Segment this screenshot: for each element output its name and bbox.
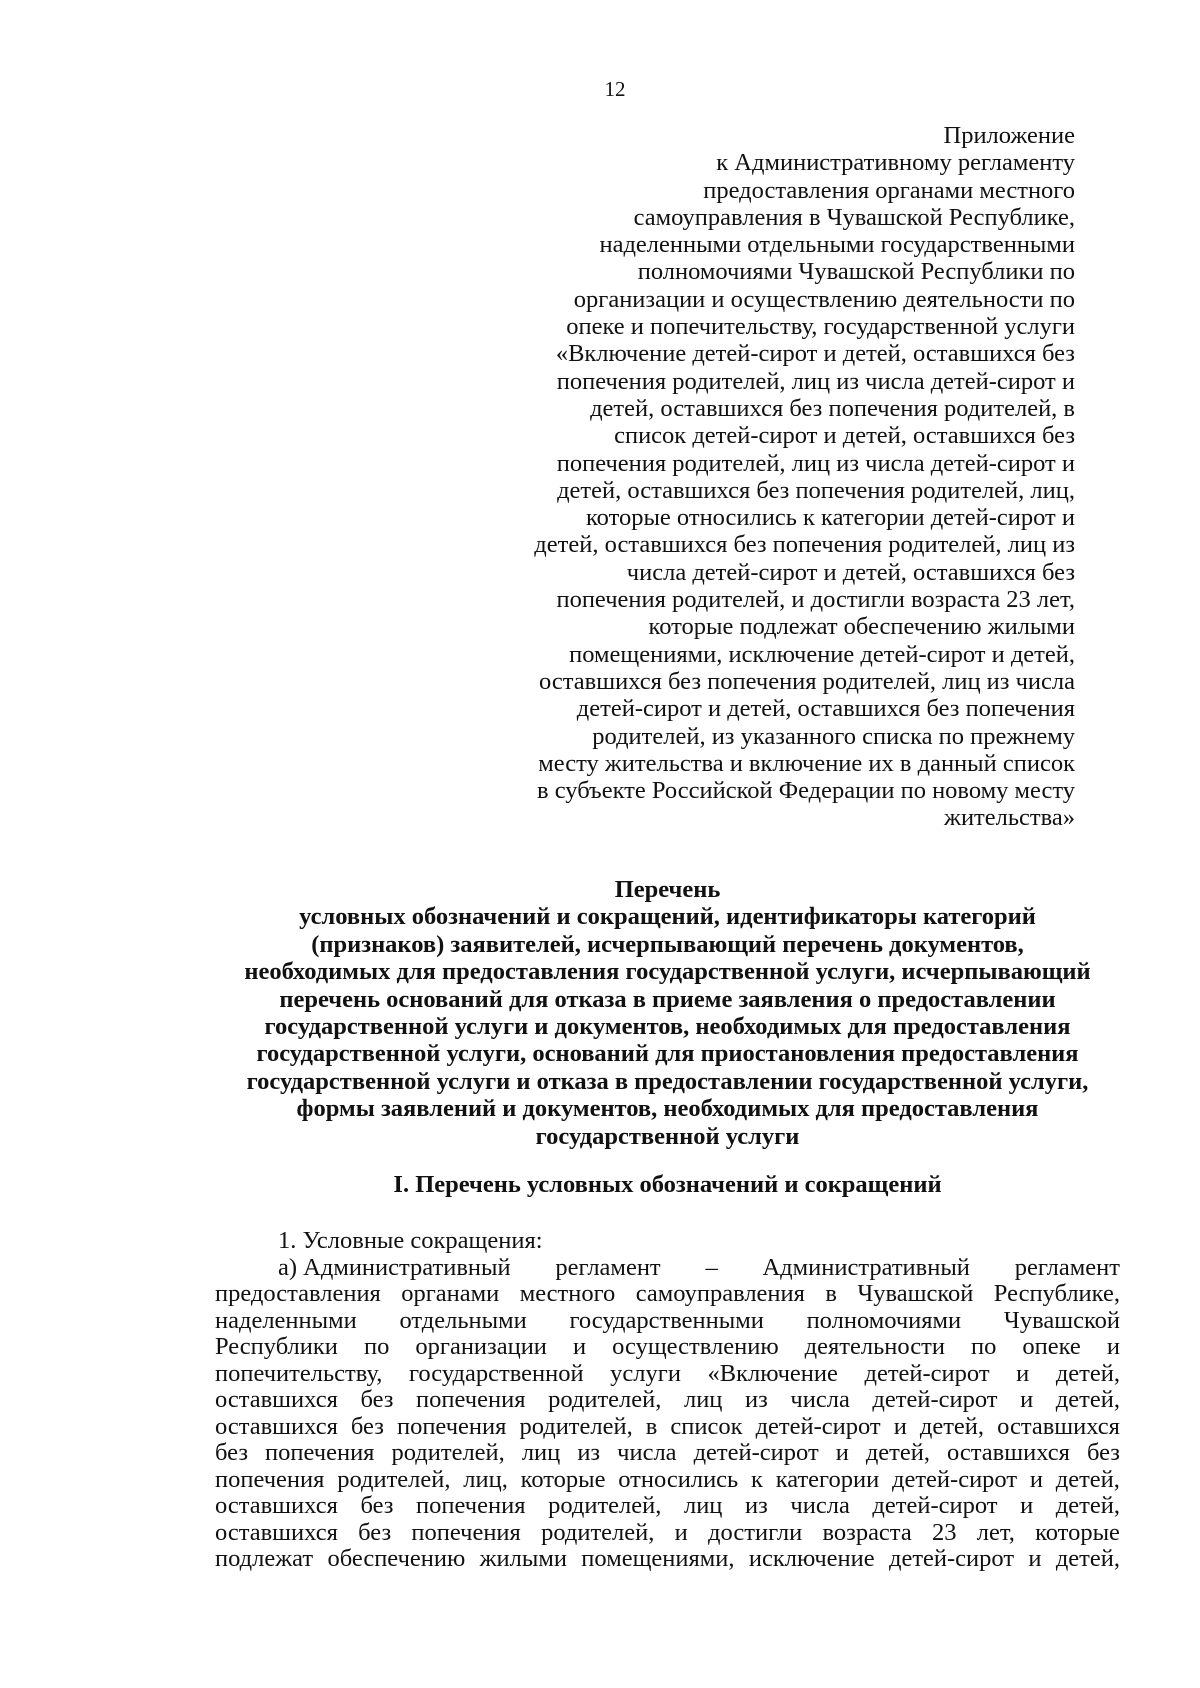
appendix-block (515, 122, 1075, 832)
appendix-line: месту жительства и включение их в данный список (538, 749, 1075, 777)
word: полномочиями (806, 1306, 962, 1334)
word: регламент (1014, 1253, 1120, 1281)
word: категории (775, 1465, 880, 1493)
word: наделенными (215, 1306, 357, 1334)
appendix-line: жительства» (944, 804, 1075, 832)
word: жилыми (479, 1545, 567, 1572)
word: по (970, 1333, 997, 1360)
word: к (751, 1465, 763, 1493)
appendix-line: к Административному регламенту (716, 149, 1075, 177)
word: предоставления (215, 1280, 381, 1307)
word: и (835, 1439, 849, 1466)
word: попечения (396, 1412, 507, 1440)
appendix-line: числа детей-сирот и детей, оставшихся без (626, 558, 1075, 586)
word: и (1020, 1492, 1034, 1519)
word: детей-сирот (872, 1492, 998, 1519)
word: детей, (1055, 1359, 1120, 1387)
appendix-line: попечения родителей, лиц из числа детей-сирот и (556, 367, 1075, 395)
word: лиц (521, 1439, 561, 1466)
word: без (358, 1518, 392, 1546)
word: оставшихся (947, 1439, 1070, 1466)
paragraph-line (215, 1308, 1120, 1335)
word: из (745, 1492, 768, 1519)
heading-line: государственной услуги и документов, необходимых для предоставления (264, 1013, 1071, 1041)
word: детей, (1055, 1492, 1120, 1519)
appendix-line: детей, оставшихся без попечения родителей, лиц, (557, 476, 1075, 504)
word: попечения (416, 1386, 526, 1413)
word: услуги (610, 1359, 681, 1387)
word: детей, (919, 1412, 985, 1440)
word: оставшихся (215, 1412, 338, 1440)
appendix-line: наделенными отдельными государственными (599, 231, 1075, 259)
word: лет, (976, 1518, 1015, 1546)
heading-line: формы заявлений и документов, необходимых для предоставления (296, 1095, 1039, 1123)
word: и (1016, 1359, 1030, 1387)
appendix-line: «Включение детей-сирот и детей, оставшихся без (555, 340, 1075, 368)
word: попечения (265, 1439, 375, 1466)
paragraph-line (215, 1520, 1120, 1547)
word: в (645, 1412, 658, 1440)
word: исключение (748, 1545, 875, 1572)
word: попечительству, (215, 1359, 383, 1387)
word: органами (401, 1280, 500, 1307)
word: регламент (555, 1253, 661, 1281)
word: Административный (762, 1253, 970, 1281)
heading-line: (признаков) заявителей, исчерпывающий перечень документов, (311, 930, 1024, 958)
heading-line: условных обозначений и сокращений, идентификаторы категорий (299, 903, 1036, 931)
word: подлежат (215, 1545, 314, 1572)
word: попечения (416, 1492, 526, 1519)
page-number: 12 (604, 77, 626, 101)
word: без (350, 1412, 384, 1440)
word: без (215, 1439, 248, 1466)
word: местного (519, 1280, 616, 1307)
paragraph-line (215, 1467, 1120, 1494)
word: «Включение (707, 1359, 838, 1387)
paragraph-line (215, 1361, 1120, 1388)
word: оставшихся (215, 1492, 338, 1519)
word: относились (618, 1465, 739, 1493)
word: возраста (822, 1518, 912, 1546)
word: попечения (411, 1518, 521, 1546)
word: которые (1035, 1518, 1120, 1546)
word: детей-сирот (892, 1465, 1018, 1493)
word: и (674, 1518, 688, 1546)
word: лиц (683, 1386, 723, 1413)
word: родителей, (548, 1386, 662, 1413)
document-heading (215, 876, 1120, 1150)
word: государственной (408, 1359, 584, 1387)
word: лиц (683, 1492, 723, 1519)
appendix-line: детей, оставшихся без попечения родителей, лиц из (534, 531, 1075, 559)
word: попечения (215, 1465, 325, 1493)
word: а) Административный (278, 1253, 511, 1281)
appendix-line: список детей-сирот и детей, оставшихся без (614, 422, 1075, 450)
section-title: I. Перечень условных обозначений и сокращений (393, 1171, 942, 1198)
word: родителей, (541, 1518, 655, 1546)
word: лиц, (463, 1465, 508, 1493)
appendix-line: организации и осуществлению деятельности по (573, 285, 1075, 313)
word: Республике, (993, 1280, 1120, 1307)
word: детей-сирот (755, 1412, 881, 1440)
word: числа (617, 1439, 677, 1466)
word: детей-сирот (693, 1439, 819, 1466)
appendix-line: полномочиями Чувашской Республики по (637, 258, 1075, 286)
word: оставшихся (215, 1386, 338, 1413)
heading-line: перечень оснований для отказа в приеме заявления о предоставлении (279, 985, 1056, 1013)
word: обеспечению (327, 1545, 466, 1572)
word: список (670, 1412, 743, 1440)
word: оставшихся (997, 1412, 1120, 1440)
appendix-line: попечения родителей, и достигли возраста 23 лет, (556, 586, 1075, 614)
appendix-line: самоуправления в Чувашской Республике, (633, 203, 1075, 231)
paragraph-line (215, 1546, 1120, 1573)
word: и (1020, 1386, 1034, 1413)
word: без (1086, 1439, 1120, 1466)
paragraph-line (215, 1281, 1120, 1308)
paragraph-line (215, 1414, 1120, 1441)
word: Чувашской (1003, 1306, 1120, 1334)
paragraph-line (215, 1255, 1120, 1282)
appendix-line: Приложение (943, 122, 1075, 149)
word: самоуправления (635, 1280, 805, 1307)
word: родителей, (337, 1465, 451, 1493)
heading-line: государственной услуги (535, 1122, 800, 1150)
word: детей-сирот (864, 1359, 990, 1387)
word: числа (790, 1386, 850, 1413)
appendix-line: в субъекте Российской Федерации по новому месту (537, 777, 1075, 805)
word: детей, (1055, 1545, 1120, 1572)
word: организации (415, 1333, 547, 1360)
word: Чувашской (857, 1280, 974, 1307)
word: детей, (865, 1439, 931, 1466)
list-item-1: 1. Условные сокращения: (278, 1227, 543, 1254)
word: достигли (708, 1518, 803, 1546)
appendix-line: оставшихся без попечения родителей, лиц из числа (539, 667, 1075, 695)
paragraph-line (215, 1440, 1120, 1467)
word: детей-сирот (872, 1386, 998, 1413)
appendix-line: детей, оставшихся без попечения родителей, в (590, 394, 1075, 422)
word: числа (790, 1492, 850, 1519)
heading-line: необходимых для предоставления государственной услуги, исчерпывающий (244, 958, 1091, 986)
word: и (1029, 1465, 1043, 1493)
word: без (360, 1386, 394, 1413)
heading-line: государственной услуги и отказа в предоставлении государственной услуги, (246, 1067, 1089, 1095)
appendix-line: которые относились к категории детей-сирот и (586, 504, 1075, 532)
word: из (745, 1386, 768, 1413)
word: и (572, 1333, 587, 1360)
word: которые (520, 1465, 606, 1493)
word: родителей, (391, 1439, 505, 1466)
paragraph-line (215, 1387, 1120, 1414)
word: осуществлению (612, 1333, 779, 1360)
word: опеке (1022, 1333, 1081, 1360)
word: без (360, 1492, 394, 1519)
word: Республики (215, 1333, 338, 1360)
appendix-line: опеке и попечительству, государственной услуги (566, 313, 1075, 341)
word: государственными (569, 1306, 764, 1334)
word: детей, (1055, 1465, 1120, 1493)
appendix-line: помещениями, исключение детей-сирот и детей, (569, 640, 1075, 668)
word: и (1028, 1545, 1042, 1572)
word: детей, (1055, 1386, 1120, 1413)
word: оставшихся (215, 1518, 338, 1546)
word: и (893, 1412, 907, 1440)
word: в (825, 1280, 837, 1307)
heading-line: государственной услуги, оснований для приостановления предоставления (256, 1040, 1079, 1068)
appendix-line: попечения родителей, лиц из числа детей-сирот и (556, 449, 1075, 477)
appendix-line: детей-сирот и детей, оставшихся без попечения (576, 695, 1075, 723)
word: из (577, 1439, 601, 1466)
word: и (1106, 1333, 1120, 1360)
paragraph-line (215, 1493, 1120, 1520)
appendix-line: предоставления органами местного (703, 176, 1075, 204)
word: отдельными (399, 1306, 527, 1334)
word: деятельности (804, 1333, 945, 1360)
word: по (363, 1333, 390, 1360)
word: – (705, 1253, 718, 1281)
appendix-line: родителей, из указанного списка по прежнему (592, 722, 1075, 750)
word: детей-сирот (888, 1545, 1015, 1572)
body-text (215, 1228, 1120, 1573)
word: помещениями, (581, 1545, 735, 1572)
appendix-line: которые подлежат обеспечению жилыми (648, 613, 1075, 641)
word: родителей, (548, 1492, 662, 1519)
word: 23 (931, 1518, 957, 1546)
word: родителей, (519, 1412, 633, 1440)
paragraph-line (215, 1334, 1120, 1361)
heading-title: Перечень (614, 876, 721, 903)
